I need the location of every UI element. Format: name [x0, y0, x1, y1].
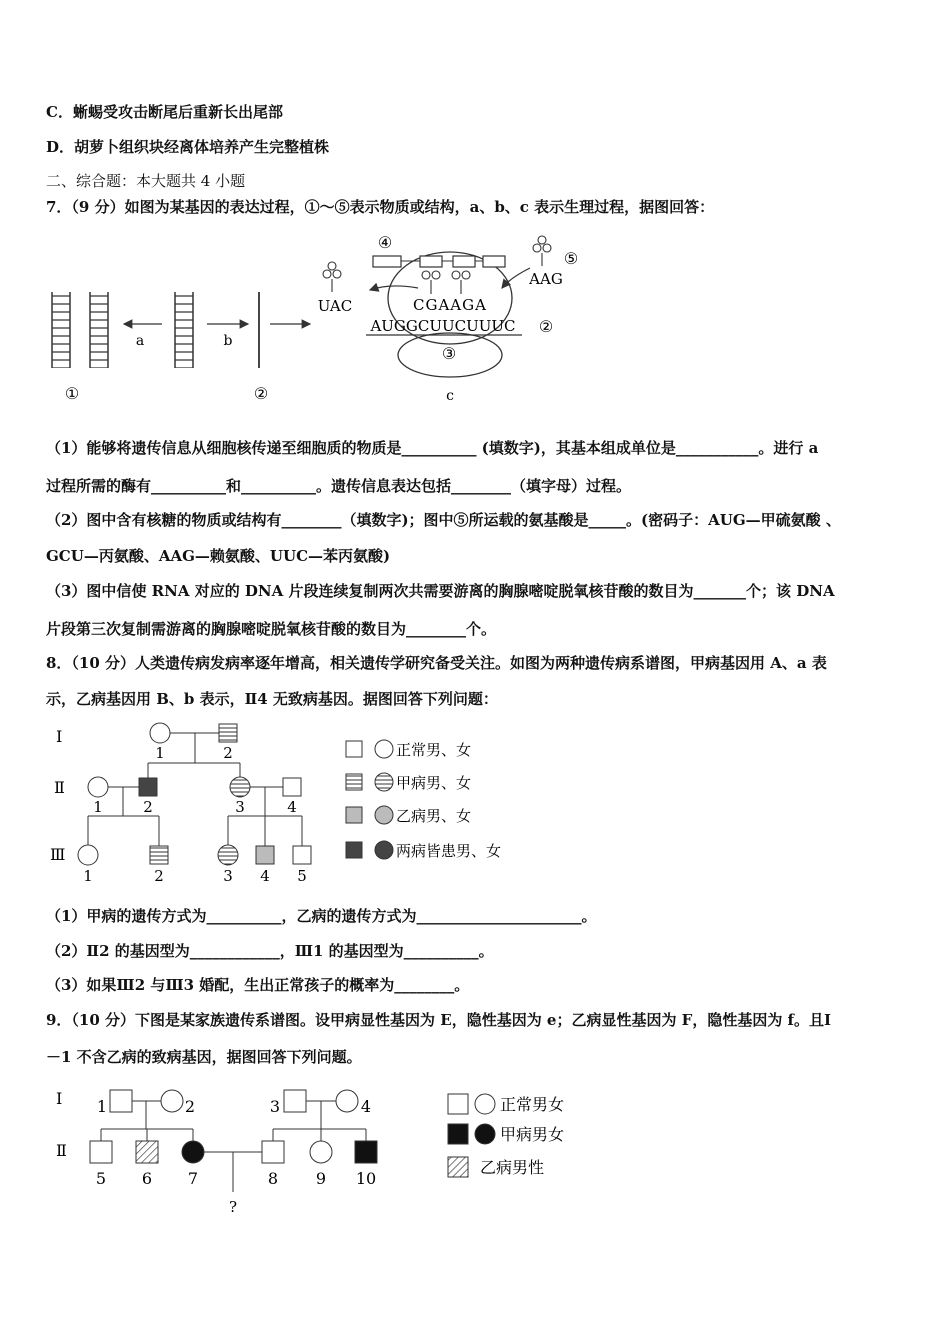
process-b-label: b: [223, 333, 233, 349]
q9-stem-b: －1 不含乙病的致病基因，据图回答下列问题。: [46, 1048, 362, 1066]
legend-disease-b: 乙病男、女: [396, 807, 472, 825]
g2-num-3: 3: [235, 798, 245, 816]
g2-num-4: 4: [287, 798, 297, 816]
gen-label-1: Ⅰ: [56, 1089, 63, 1108]
num-7: 7: [187, 1169, 199, 1188]
ii10-male-disease-a: [355, 1141, 377, 1163]
label-n2: ②: [253, 384, 269, 403]
num-6: 6: [141, 1169, 153, 1188]
q7-part2-a: （2）图中含有核糖的物质或结构有________（填数字)；图中⑤所运载的氨基酸是_____。(密码子：AUG—甲硫氨酸 、: [46, 511, 841, 529]
label-n2-mrna: ②: [538, 317, 554, 336]
g2-num-2: 2: [143, 798, 153, 816]
num-3: 3: [269, 1097, 281, 1116]
q7-stem: 7．（9 分）如图为某基因的表达过程，①～⑤表示物质或结构，a、b、c 表示生理过程，据图回答：: [46, 198, 715, 216]
g3-male-4: [256, 846, 274, 864]
q8-part2: （2）Ⅱ2 的基因型为____________，Ⅲ1 的基因型为__________。: [46, 942, 494, 960]
q7-part1-a: （1）能够将遗传信息从细胞核传递至细胞质的物质是__________ (填数字)，其基本组成单位是___________。进行 a: [46, 439, 819, 457]
pedigree-figure-q9: [40, 1080, 600, 1220]
g3-num-4: 4: [260, 867, 270, 885]
num-1: 1: [96, 1097, 108, 1116]
i4-female: [336, 1090, 358, 1112]
i2-female: [161, 1090, 183, 1112]
g3-female-3: [218, 845, 238, 865]
num-4: 4: [360, 1097, 372, 1116]
dna-single: [175, 292, 193, 368]
i1-male: [110, 1090, 132, 1112]
q7-part1-b: 过程所需的酶有__________和__________。遗传信息表达包括________（填字母）过程。: [46, 477, 632, 495]
q8-stem-a: 8．（10 分）人类遗传病发病率逐年增高，相关遗传学研究备受关注。如图为两种遗传病系谱图，甲病基因用 A、a 表: [46, 654, 827, 672]
gen-label-2: Ⅱ: [56, 1141, 67, 1160]
ii9-female: [310, 1141, 332, 1163]
num-5: 5: [95, 1169, 107, 1188]
q9-stem-a: 9．（10 分）下图是某家族遗传系谱图。设甲病显性基因为 E，隐性基因为 e；乙病显性基因为 F，隐性基因为 f。且Ⅰ: [46, 1011, 832, 1029]
process-c-label: c: [446, 388, 454, 404]
mrna-sequence: AUGGCUUCUUUC: [370, 317, 516, 335]
offspring-unknown: ?: [228, 1198, 238, 1216]
g3-num-5: 5: [297, 867, 307, 885]
incoming-trna-anticodon: AAG: [529, 270, 563, 288]
g3-female-1: [78, 845, 98, 865]
g2-male-2: [139, 778, 157, 796]
ii7-female-disease-a: [182, 1141, 204, 1163]
gen-label-3: Ⅲ: [50, 845, 66, 864]
outgoing-trna-anticodon: UAC: [317, 297, 353, 315]
legend-normal: 正常男、女: [396, 741, 472, 759]
g1-male-2: [219, 724, 237, 742]
ii6-male-disease-b: [136, 1141, 158, 1163]
option-c: C．蜥蜴受攻击断尾后重新长出尾部: [46, 103, 283, 121]
trna-anticodons: CGAAGA: [413, 296, 487, 314]
process-a-label: a: [135, 333, 145, 349]
g3-num-1: 1: [83, 867, 93, 885]
label-n3: ③: [441, 344, 457, 363]
legend-disease-a: 甲病男女: [500, 1125, 565, 1144]
q8-part1: （1）甲病的遗传方式为__________，乙病的遗传方式为______________________。: [46, 907, 597, 925]
legend-disease-b: 乙病男性: [480, 1158, 545, 1177]
label-n1: ①: [64, 384, 80, 403]
q7-part3-b: 片段第三次复制需游离的胸腺嘧啶脱氧核苷酸的数目为________个。: [46, 620, 497, 638]
dna-double-helix-left: [52, 292, 108, 368]
legend-normal: 正常男女: [500, 1095, 565, 1114]
legend-both: 两病皆患男、女: [396, 842, 502, 860]
num-8: 8: [267, 1169, 279, 1188]
gen-label-2: Ⅱ: [54, 778, 65, 797]
g1-female-1: [150, 723, 170, 743]
num-10: 10: [355, 1169, 377, 1188]
gen-label-1: Ⅰ: [56, 727, 63, 746]
g3-num-3: 3: [223, 867, 233, 885]
q8-stem-b: 示，乙病基因用 B、b 表示，Ⅱ4 无致病基因。据图回答下列问题：: [46, 690, 498, 708]
i3-male: [284, 1090, 306, 1112]
g2-num-1: 1: [93, 798, 103, 816]
label-n5: ⑤: [563, 249, 579, 268]
g2-male-4: [283, 778, 301, 796]
g3-male-2: [150, 846, 168, 864]
g2-female-3: [230, 777, 250, 797]
num-9: 9: [315, 1169, 327, 1188]
legend-disease-a: 甲病男、女: [396, 774, 472, 792]
label-n4: ④: [377, 233, 393, 252]
pedigree-figure-q8: [40, 718, 540, 888]
q7-part3-a: （3）图中信使 RNA 对应的 DNA 片段连续复制两次共需要游离的胸腺嘧啶脱氧核苷酸的数目为_______个；该 DNA: [46, 582, 835, 600]
gene-expression-figure: [40, 228, 620, 408]
g2-female-1: [88, 777, 108, 797]
q8-part3: （3）如果Ⅲ2 与Ⅲ3 婚配，生出正常孩子的概率为________。: [46, 976, 470, 994]
section-heading: 二、综合题：本大题共 4 小题: [46, 172, 246, 190]
ii5-male: [90, 1141, 112, 1163]
g1-num-1: 1: [155, 744, 165, 762]
g3-male-5: [293, 846, 311, 864]
ii8-male: [262, 1141, 284, 1163]
option-d: D．胡萝卜组织块经离体培养产生完整植株: [46, 138, 330, 156]
q7-part2-b: GCU—丙氨酸、AAG—赖氨酸、UUC—苯丙氨酸): [46, 547, 391, 565]
g3-num-2: 2: [154, 867, 164, 885]
g1-num-2: 2: [223, 744, 233, 762]
num-2: 2: [184, 1097, 196, 1116]
